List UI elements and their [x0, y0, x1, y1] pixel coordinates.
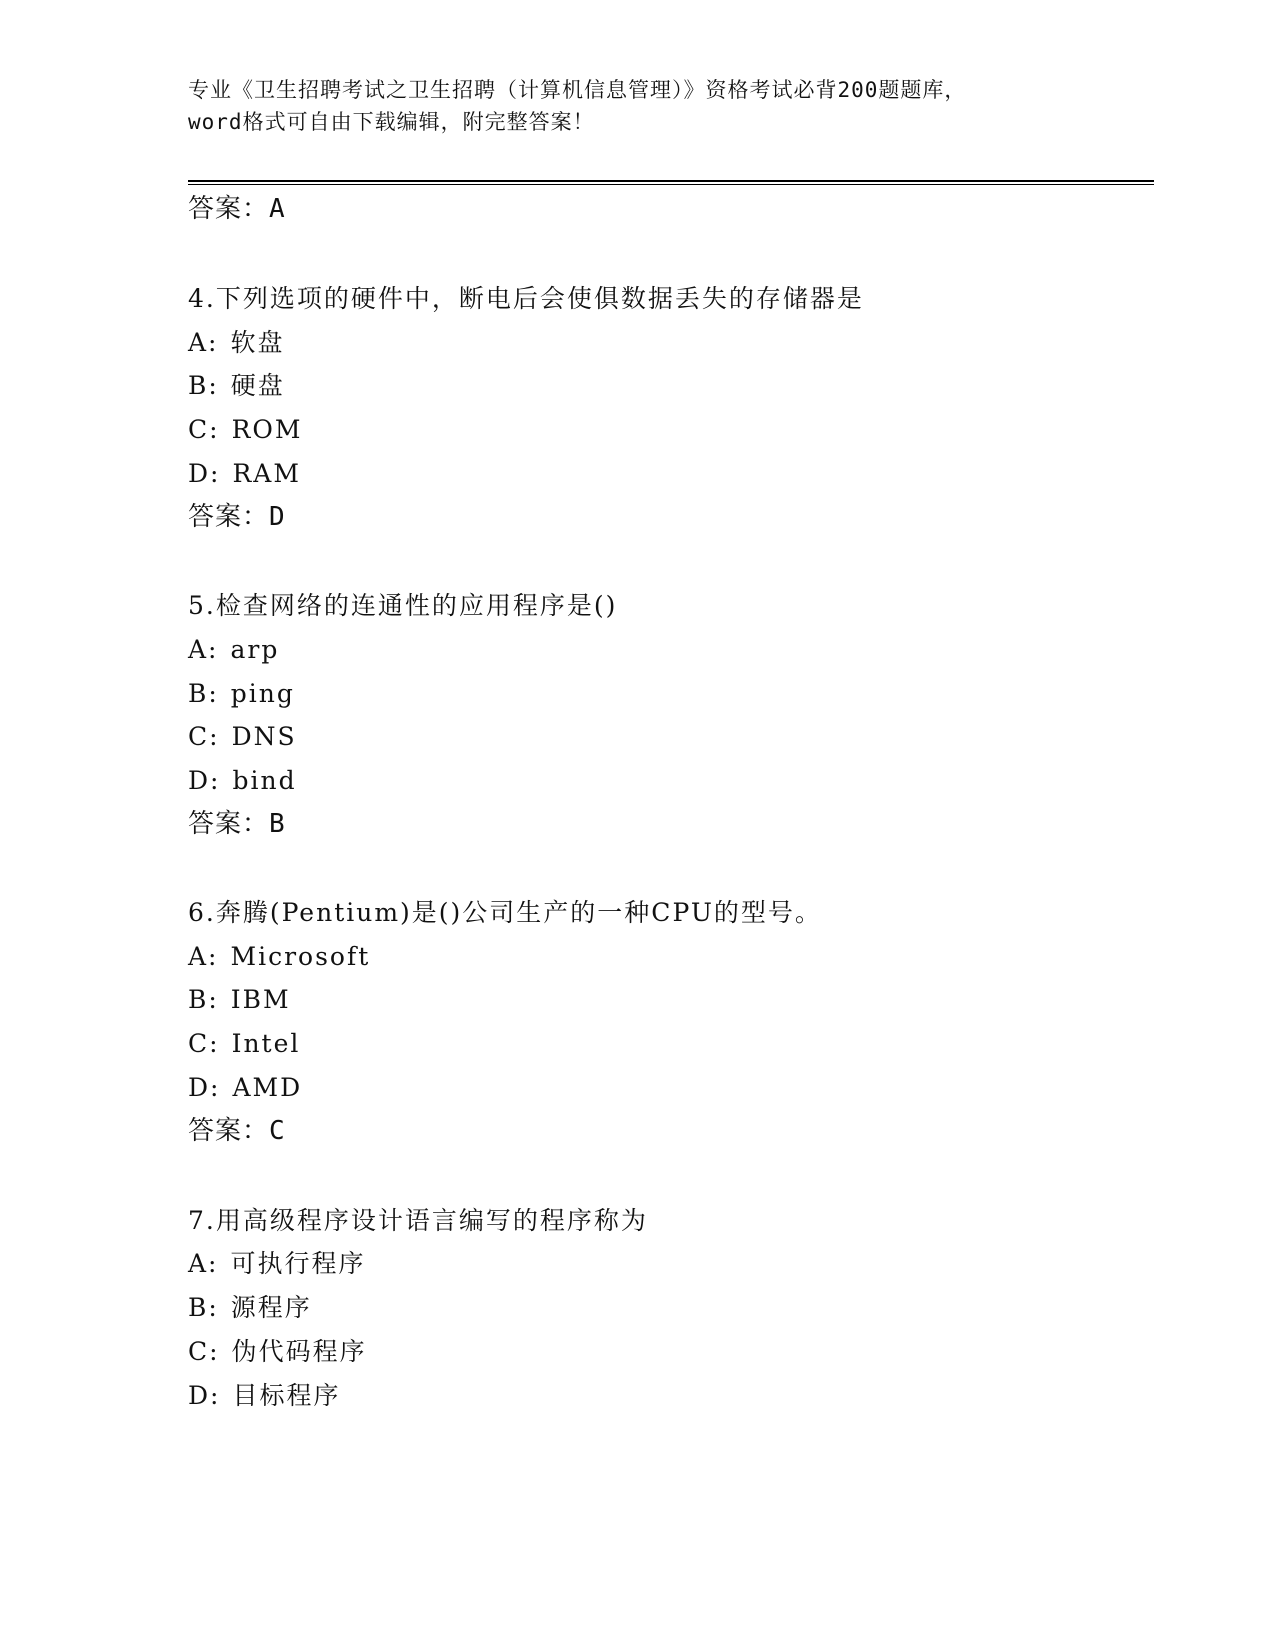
header-line-2: word格式可自由下载编辑，附完整答案！ — [188, 110, 595, 134]
option-letter: D: — [188, 766, 221, 795]
option-letter: C: — [188, 1337, 220, 1366]
header-divider-thin — [188, 184, 1154, 185]
option-text: 源程序 — [230, 1293, 312, 1322]
option-a — [188, 633, 279, 667]
option-text: arp — [230, 635, 280, 664]
option-letter: A: — [188, 942, 219, 971]
option-a — [188, 1247, 366, 1281]
question-title: 5.检查网络的连通性的应用程序是() — [188, 591, 618, 620]
option-text: 可执行程序 — [230, 1249, 366, 1278]
answer-label: 答案：A — [188, 194, 286, 224]
option-letter: C: — [188, 722, 220, 751]
option-text: 硬盘 — [230, 371, 285, 400]
option-a — [188, 326, 285, 360]
header-divider-thick — [188, 180, 1154, 182]
question-title: 7.用高级程序设计语言编写的程序称为 — [188, 1206, 648, 1235]
option-text: RAM — [232, 459, 301, 488]
question-title: 6.奔腾(Pentium)是()公司生产的一种CPU的型号。 — [188, 898, 822, 927]
option-letter: A: — [188, 328, 219, 357]
option-text: 伪代码程序 — [231, 1337, 367, 1366]
option-letter: B: — [188, 985, 219, 1014]
option-letter: B: — [188, 371, 219, 400]
option-c — [188, 413, 302, 447]
option-d — [188, 457, 301, 491]
option-text: IBM — [230, 985, 291, 1014]
answer-label: 答案：C — [188, 1116, 286, 1146]
option-b — [188, 369, 285, 403]
option-c — [188, 720, 297, 754]
option-d — [188, 1071, 302, 1105]
option-c — [188, 1027, 300, 1061]
option-text: AMD — [232, 1073, 303, 1102]
option-text: Microsoft — [230, 942, 371, 971]
header-line-1: 专业《卫生招聘考试之卫生招聘（计算机信息管理）》资格考试必背200题题库， — [188, 78, 967, 102]
option-b — [188, 1291, 312, 1325]
option-d — [188, 1379, 340, 1413]
document-header — [188, 74, 1088, 138]
option-text: Intel — [231, 1029, 301, 1058]
option-b — [188, 677, 295, 711]
option-letter: B: — [188, 1293, 219, 1322]
option-b — [188, 983, 291, 1017]
question-title: 4.下列选项的硬件中，断电后会使俱数据丢失的存储器是 — [188, 284, 864, 313]
option-text: ROM — [231, 415, 303, 444]
option-letter: A: — [188, 1249, 219, 1278]
answer-label: 答案：D — [188, 502, 286, 532]
option-letter: C: — [188, 1029, 220, 1058]
option-letter: B: — [188, 679, 219, 708]
option-text: 软盘 — [230, 328, 285, 357]
option-text: ping — [230, 679, 295, 708]
option-a — [188, 940, 370, 974]
option-letter: C: — [188, 415, 220, 444]
option-text: DNS — [231, 722, 297, 751]
option-letter: D: — [188, 1381, 221, 1410]
option-text: 目标程序 — [232, 1381, 341, 1410]
option-d — [188, 764, 297, 798]
option-letter: A: — [188, 635, 219, 664]
option-letter: D: — [188, 459, 221, 488]
option-text: bind — [232, 766, 297, 795]
option-letter: D: — [188, 1073, 221, 1102]
answer-label: 答案：B — [188, 809, 286, 839]
option-c — [188, 1335, 367, 1369]
